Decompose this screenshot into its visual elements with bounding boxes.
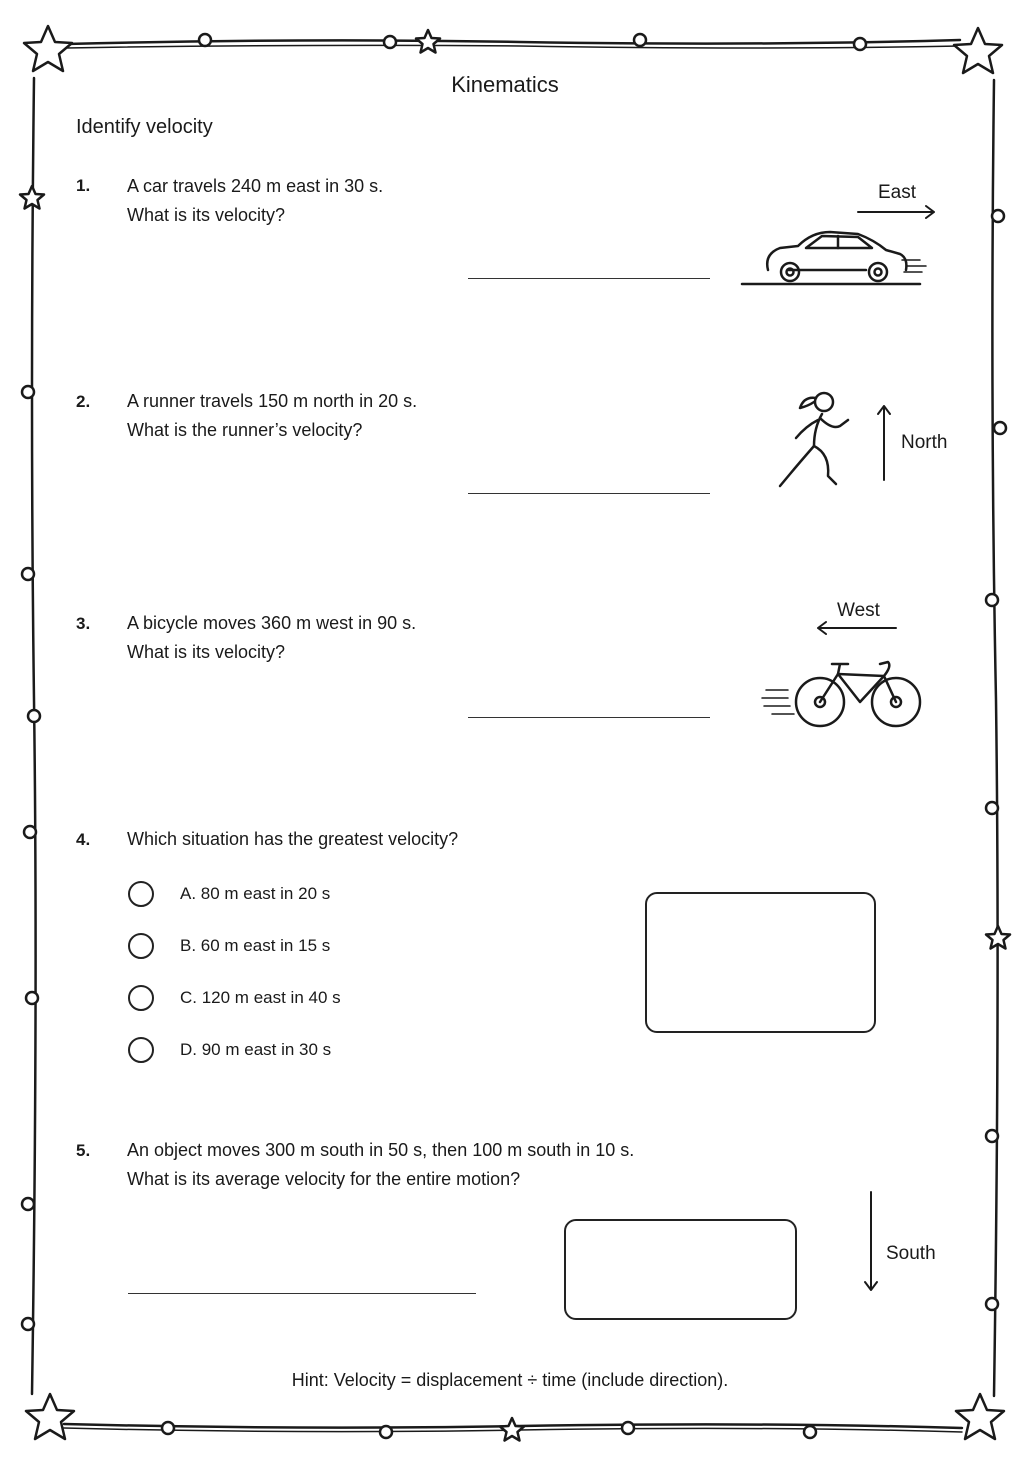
answer-box[interactable]	[645, 892, 876, 1033]
arrow-up-icon	[874, 402, 894, 482]
answer-line[interactable]	[128, 1293, 476, 1294]
option-label: D. 90 m east in 30 s	[180, 1040, 332, 1059]
arrow-left-icon	[812, 618, 900, 638]
page-title: Kinematics	[451, 72, 559, 97]
question-line: What is the runner’s velocity?	[127, 420, 363, 440]
option-label: B. 60 m east in 15 s	[180, 936, 331, 955]
option-label: A. 80 m east in 20 s	[180, 884, 331, 903]
question-line: What is its average velocity for the entire motion?	[127, 1169, 521, 1189]
bicycle-icon	[760, 654, 926, 734]
direction-label-west: West	[837, 600, 880, 621]
question-line: A runner travels 150 m north in 20 s.	[127, 391, 418, 411]
question-number: 2.	[76, 392, 91, 411]
option-b[interactable]	[128, 931, 341, 961]
answer-line[interactable]	[468, 717, 710, 718]
option-label: C. 120 m east in 40 s	[180, 988, 341, 1007]
question-text	[127, 609, 416, 667]
question-line: What is its velocity?	[127, 642, 286, 662]
question-number: 5.	[76, 1141, 91, 1160]
question-number: 4.	[76, 830, 91, 849]
radio-button[interactable]	[128, 933, 154, 959]
section-heading: Identify velocity	[76, 116, 213, 138]
question-line: What is its velocity?	[127, 205, 286, 225]
option-a[interactable]	[128, 879, 341, 909]
runner-icon	[770, 386, 860, 504]
car-icon	[740, 222, 930, 292]
hint-text: Hint: Velocity = displacement ÷ time (include direction).	[291, 1370, 729, 1390]
options-list	[128, 879, 341, 1065]
option-d[interactable]	[128, 1035, 341, 1065]
question-text	[127, 387, 417, 445]
question-line: A car travels 240 m east in 30 s.	[127, 176, 384, 196]
radio-button[interactable]	[128, 881, 154, 907]
answer-line[interactable]	[468, 278, 710, 279]
radio-button[interactable]	[128, 1037, 154, 1063]
option-c[interactable]	[128, 983, 341, 1013]
direction-label-north: North	[901, 432, 948, 453]
answer-line[interactable]	[468, 493, 710, 494]
question-number: 1.	[76, 176, 91, 195]
question-line: A bicycle moves 360 m west in 90 s.	[127, 613, 417, 633]
arrow-down-icon	[861, 1190, 881, 1296]
arrow-right-icon	[856, 202, 940, 222]
direction-label-east: East	[878, 182, 917, 203]
question-text	[127, 1136, 634, 1194]
question-number: 3.	[76, 614, 91, 633]
direction-label-south: South	[886, 1243, 936, 1264]
question-line: An object moves 300 m south in 50 s, then 100 m south in 10 s.	[127, 1140, 635, 1160]
question-text: Which situation has the greatest velocity?	[127, 829, 459, 849]
answer-box[interactable]	[564, 1219, 797, 1320]
radio-button[interactable]	[128, 985, 154, 1011]
question-text	[127, 172, 383, 230]
